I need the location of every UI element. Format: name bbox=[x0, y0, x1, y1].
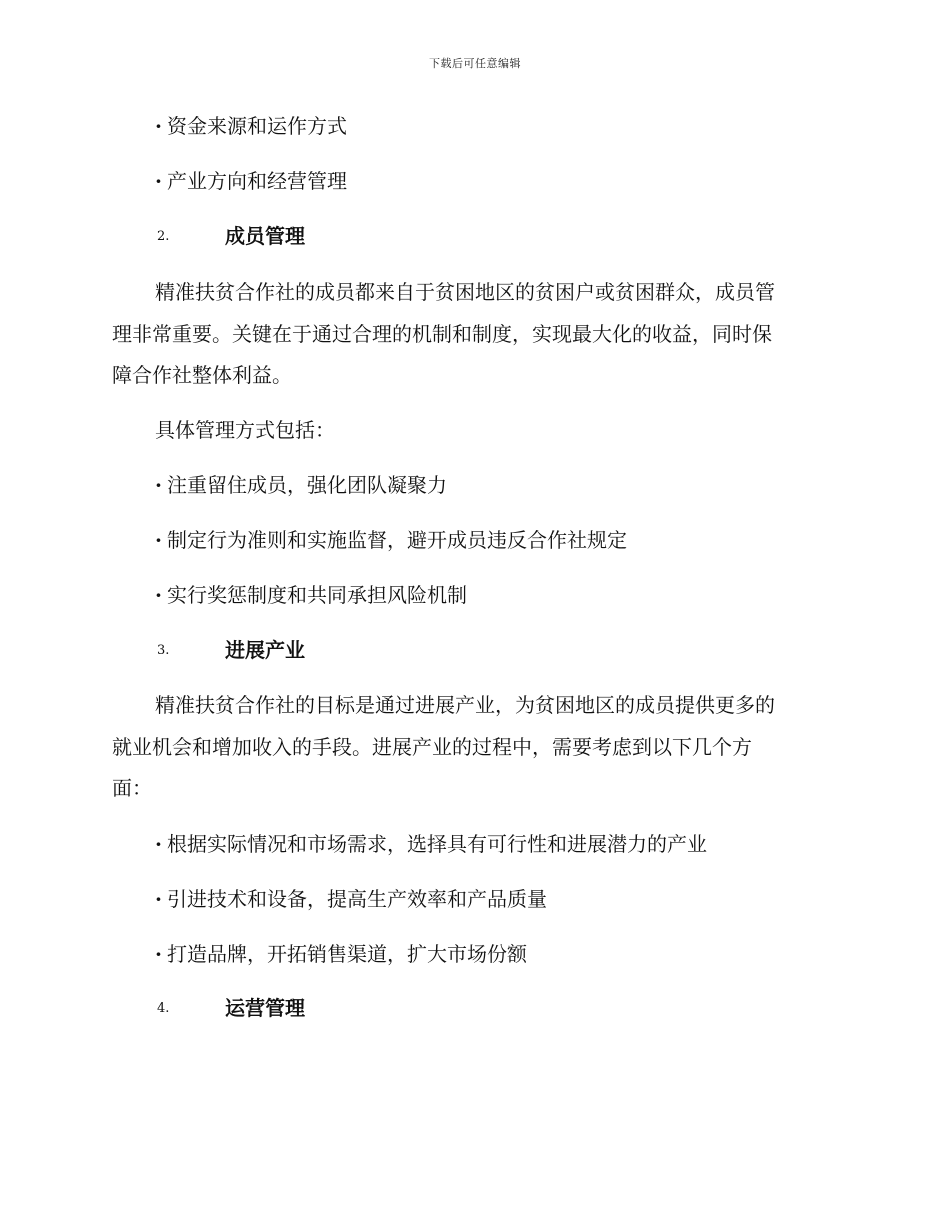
bullet-item bbox=[155, 106, 881, 147]
paragraph-line: 障合作社整体利益。 bbox=[112, 363, 292, 387]
bullet-item bbox=[155, 934, 881, 975]
bullet-item bbox=[155, 520, 881, 561]
bullet-text: 打造品牌，开拓销售渠道，扩大市场份额 bbox=[167, 942, 527, 966]
bullet-text: 引进技术和设备，提高生产效率和产品质量 bbox=[167, 887, 547, 911]
bullet-item bbox=[155, 824, 881, 865]
bullet-text: 注重留住成员，强化团队凝聚力 bbox=[167, 473, 447, 497]
section-title: 进展产业 bbox=[225, 638, 305, 662]
bullet-text: 实行奖惩制度和共同承担风险机制 bbox=[167, 583, 467, 607]
bullet-dot: · bbox=[155, 114, 162, 138]
bullet-item bbox=[155, 575, 881, 616]
bullet-dot: · bbox=[155, 473, 162, 497]
paragraph-line: 面： bbox=[112, 776, 152, 800]
bullet-dot: · bbox=[155, 169, 162, 193]
bullet-dot: · bbox=[155, 887, 162, 911]
paragraph-line: 精准扶贫合作社的目标是通过进展产业，为贫困地区的成员提供更多的 bbox=[155, 693, 775, 717]
bullet-dot: · bbox=[155, 583, 162, 607]
paragraph-line: 就业机会和增加收入的手段。进展产业的过程中，需要考虑到以下几个方 bbox=[112, 735, 752, 759]
bullet-dot: · bbox=[155, 832, 162, 856]
list-intro: 具体管理方式包括： bbox=[155, 418, 335, 442]
bullet-item bbox=[155, 879, 881, 920]
bullet-item bbox=[155, 161, 881, 202]
bullet-item bbox=[155, 465, 881, 506]
paragraph-line: 理非常重要。关键在于通过合理的机制和制度，实现最大化的收益，同时保 bbox=[112, 322, 772, 346]
bullet-text: 根据实际情况和市场需求，选择具有可行性和进展潜力的产业 bbox=[167, 832, 707, 856]
bullet-text: 制定行为准则和实施监督，避开成员违反合作社规定 bbox=[167, 528, 627, 552]
bullet-text: 资金来源和运作方式 bbox=[167, 114, 347, 138]
bullet-dot: · bbox=[155, 942, 162, 966]
page-header: 下载后可任意编辑 bbox=[429, 57, 521, 70]
bullet-dot: · bbox=[155, 528, 162, 552]
section-number: 4. bbox=[157, 1001, 170, 1016]
section-number: 3. bbox=[157, 643, 170, 658]
bullet-text: 产业方向和经营管理 bbox=[167, 169, 347, 193]
section-title: 运营管理 bbox=[225, 996, 305, 1020]
paragraph-line: 精准扶贫合作社的成员都来自于贫困地区的贫困户或贫困群众，成员管 bbox=[155, 280, 775, 304]
section-number: 2. bbox=[157, 229, 170, 244]
section-title: 成员管理 bbox=[225, 224, 305, 248]
